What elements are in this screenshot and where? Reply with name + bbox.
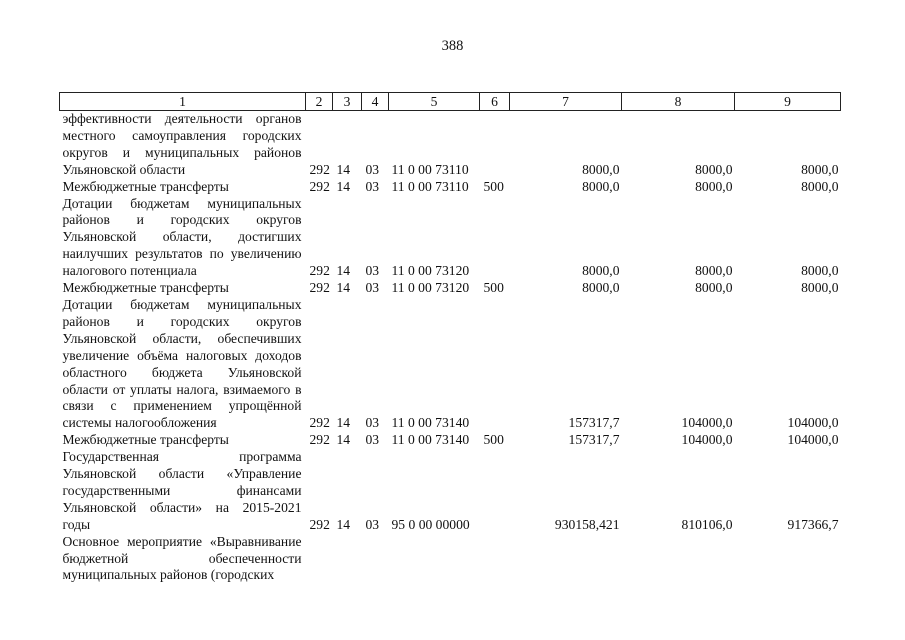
row-name: Основное мероприятие «Выравнивание бюджетной обеспеченности муниципальных районов (городских [62,533,302,583]
column-header-7: 7 [510,93,622,111]
row-section-code: 14 [336,516,351,532]
row-amount-col9: 8000,0 [801,280,839,296]
row-ministry-code: 292 [309,415,330,431]
row-subsection-code: 03 [365,415,380,431]
row-amount-col9: 8000,0 [801,263,839,279]
row-subsection-code: 03 [365,280,380,296]
row-section-code: 14 [336,161,351,177]
table-row [60,297,841,432]
row-target-article: 11 0 00 73110 [391,178,469,194]
row-amount-col7: 157317,7 [568,432,620,448]
row-expense-type: 500 [483,280,504,296]
row-amount-col7: 8000,0 [582,161,620,177]
row-amount-col8: 8000,0 [695,178,733,194]
row-target-article [389,534,480,585]
row-expense-type [480,449,510,534]
row-amount-col9: 8000,0 [801,178,839,194]
row-section-code: 14 [336,263,351,279]
row-expense-type [480,196,510,281]
column-header-8: 8 [622,93,735,111]
row-ministry-code: 292 [309,432,330,448]
row-amount-col9: 104000,0 [787,415,839,431]
table-row [60,196,841,281]
row-name: Дотации бюджетам муниципальных районов и городских округов Ульяновской области, достигших наилучших результатов по увеличению налогового потенциала [62,195,302,279]
row-amount-col8: 8000,0 [695,161,733,177]
row-amount-col7: 930158,421 [554,516,620,532]
row-name: Государственная программа Ульяновской области «Управление государственными финансами Ульяновской области» на 2015-2021 годы [62,449,302,532]
row-ministry-code [306,534,333,585]
row-amount-col9: 917366,7 [787,516,839,532]
row-subsection-code: 03 [365,178,380,194]
row-amount-col9 [735,534,841,585]
row-target-article: 11 0 00 73120 [391,280,470,296]
row-expense-type [480,111,510,179]
table-row [60,449,841,534]
row-expense-type [480,297,510,432]
table-row [60,534,841,585]
row-ministry-code: 292 [309,516,330,532]
row-amount-col7: 157317,7 [568,415,620,431]
table-row [60,179,841,196]
row-target-article: 11 0 00 73120 [391,263,470,279]
row-subsection-code: 03 [365,516,380,532]
row-name: эффективности деятельности органов местного самоуправления городских округов и муниципальных районов Ульяновской области [62,111,302,177]
row-amount-col9: 8000,0 [801,161,839,177]
row-expense-type: 500 [483,432,504,448]
row-amount-col7: 8000,0 [582,280,620,296]
row-expense-type [480,534,510,585]
row-amount-col8: 104000,0 [681,432,733,448]
table-row [60,280,841,297]
row-subsection-code: 03 [365,263,380,279]
row-subsection-code: 03 [365,432,380,448]
page-number: 388 [441,38,464,54]
row-section-code [333,534,362,585]
table-row [60,111,841,179]
row-name: Межбюджетные трансферты [62,432,229,448]
row-name: Межбюджетные трансферты [62,280,229,296]
row-section-code: 14 [336,280,351,296]
column-header-9: 9 [735,93,841,111]
row-subsection-code [362,534,389,585]
column-header-3: 3 [333,93,362,111]
column-header-2: 2 [306,93,333,111]
row-ministry-code: 292 [309,280,330,296]
row-ministry-code: 292 [309,178,330,194]
row-ministry-code: 292 [309,161,330,177]
column-header-6: 6 [480,93,510,111]
row-name: Межбюджетные трансферты [62,178,229,194]
column-header-5: 5 [389,93,480,111]
row-ministry-code: 292 [309,263,330,279]
budget-table [59,92,841,584]
header-row [60,93,841,111]
row-expense-type: 500 [483,178,504,194]
row-amount-col9: 104000,0 [787,432,839,448]
column-header-4: 4 [362,93,389,111]
row-target-article: 11 0 00 73140 [391,415,470,431]
row-subsection-code: 03 [365,161,380,177]
row-target-article: 95 0 00 00000 [391,516,470,532]
row-name: Дотации бюджетам муниципальных районов и городских округов Ульяновской области, обеспечивших увеличение объёма налоговых доходов областного бюджета Ульяновской области от уплаты налога, взимаемого в связи с применением упрощённой системы налогообложения [62,296,302,431]
row-amount-col8 [622,534,735,585]
row-amount-col8: 8000,0 [695,280,733,296]
row-target-article: 11 0 00 73110 [391,161,469,177]
column-header-1: 1 [60,93,306,111]
row-section-code: 14 [336,178,351,194]
row-section-code: 14 [336,432,351,448]
row-amount-col8: 104000,0 [681,415,733,431]
row-amount-col7 [510,534,622,585]
row-amount-col8: 8000,0 [695,263,733,279]
row-target-article: 11 0 00 73140 [391,432,470,448]
row-amount-col7: 8000,0 [582,178,620,194]
row-amount-col7: 8000,0 [582,263,620,279]
table-row [60,432,841,449]
row-amount-col8: 810106,0 [681,516,733,532]
row-section-code: 14 [336,415,351,431]
